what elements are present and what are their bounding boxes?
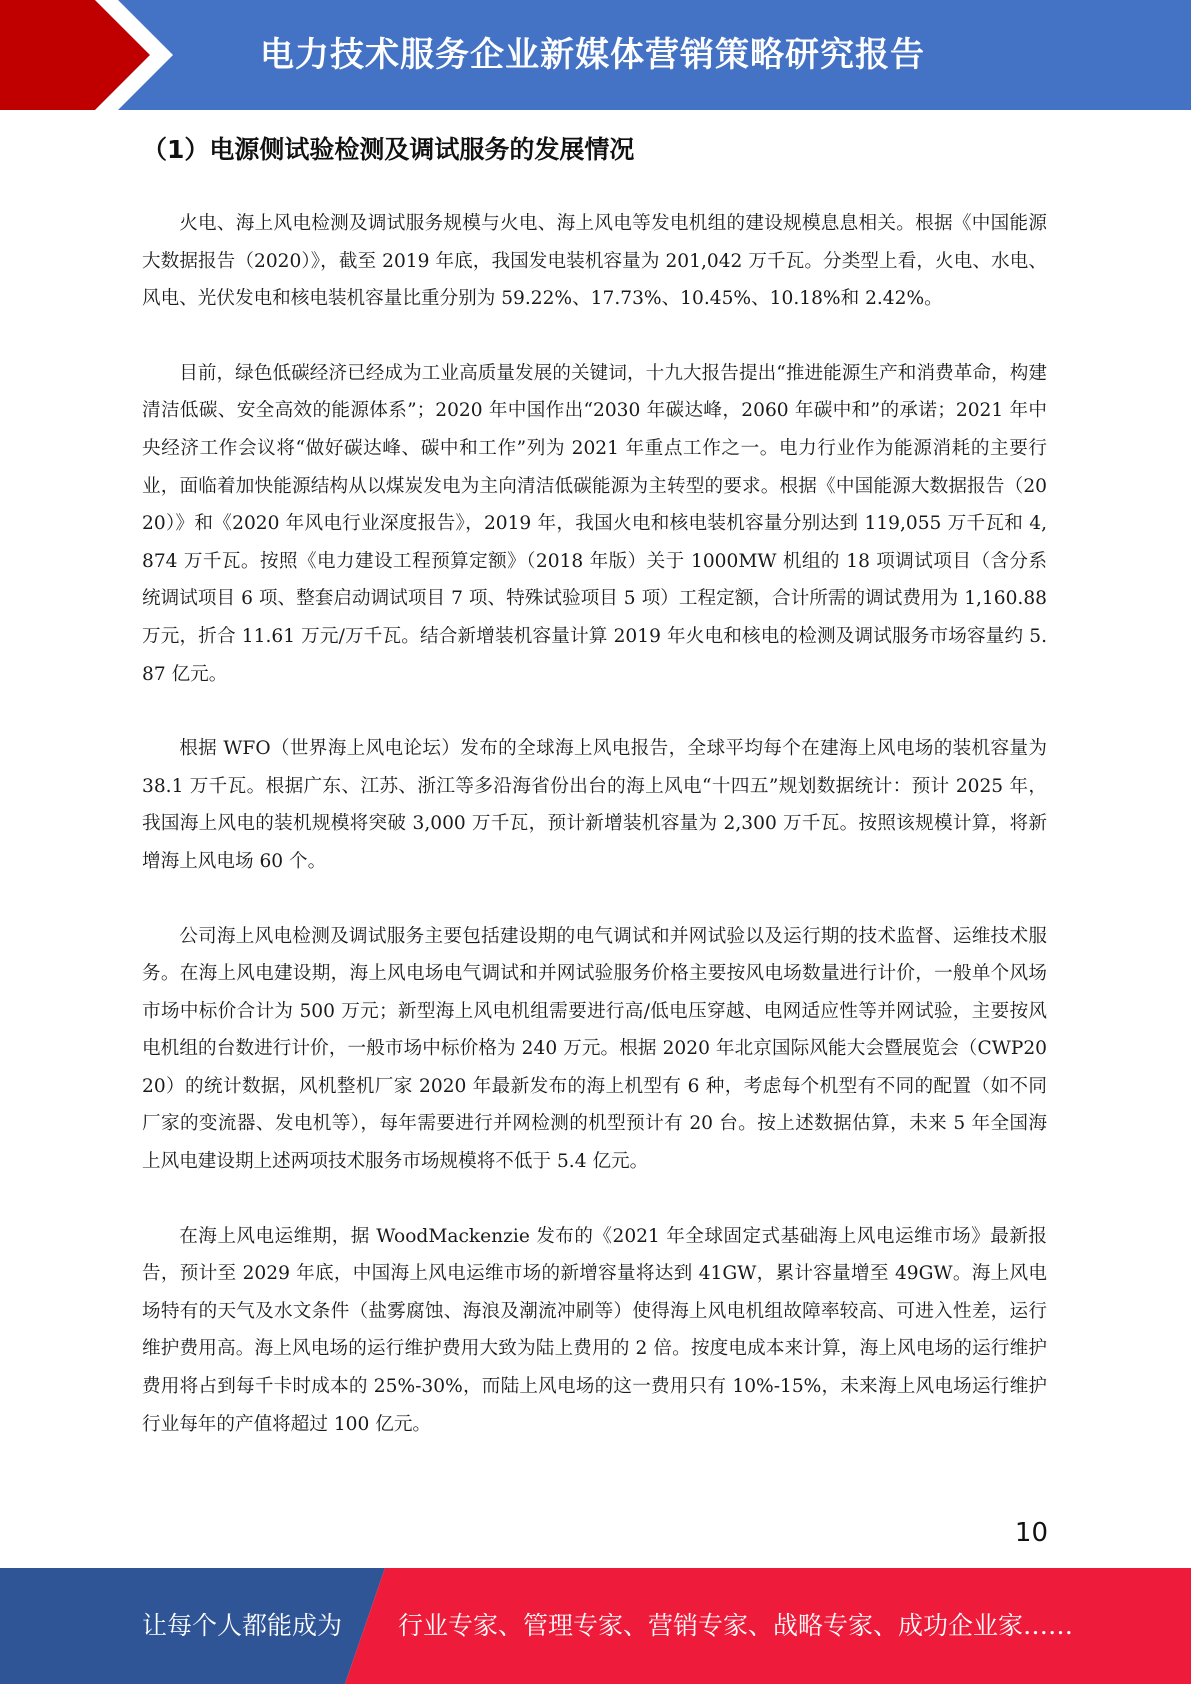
page-header (0, 0, 1191, 110)
footer-slogan-right: 行业专家、管理专家、营销专家、战略专家、成功企业家…… (398, 1611, 1074, 1640)
section-heading: （1）电源侧试验检测及调试服务的发展情况 (142, 135, 635, 164)
footer-slogan-left: 让每个人都能成为 (142, 1611, 343, 1640)
page-number: 10 (1014, 1518, 1048, 1548)
page-footer (0, 1568, 1191, 1684)
paragraph-5: 在海上风电运维期，据 WoodMackenzie 发布的《2021 年全球固定式基础海上风电运维市场》最新报告，预计至 2029 年底，中国海上风电运维市场的新增容量将达到 41GW，累计容量增至 49GW。海上风电场特有的天气及水文条件（盐雾腐蚀、海浪及潮流冲刷等）使得海上风电机组故障率较高、可进入性差，运行维护费用高。海上风电场的运行维护费用大致为陆上费用的 2 倍。按度电成本来计算，海上风电场的运行维护费用将占到每千卡时成本的 25%-30%，而陆上风电场的这一费用只有 10%-15%，未来海上风电场运行维护行业每年的产值将超过 100 亿元。 (142, 1225, 1047, 1435)
body-text (142, 205, 1047, 1480)
report-title: 电力技术服务企业新媒体营销策略研究报告 (260, 35, 925, 75)
paragraph-4: 公司海上风电检测及调试服务主要包括建设期的电气调试和并网试验以及运行期的技术监督、运维技术服务。在海上风电建设期，海上风电场电气调试和并网试验服务价格主要按风电场数量进行计价，一般单个风场市场中标价合计为 500 万元；新型海上风电机组需要进行高/低电压穿越、电网适应性等并网试验，主要按风电机组的台数进行计价，一般市场中标价格为 240 万元。根据 2020 年北京国际风能大会暨展览会（CWP2020）的统计数据，风机整机厂家 2020 年最新发布的海上机型有 6 种，考虑每个机型有不同的配置（如不同厂家的变流器、发电机等），每年需要进行并网检测的机型预计有 20 台。按上述数据估算，未来 5 年全国海上风电建设期上述两项技术服务市场规模将不低于 5.4 亿元。 (142, 925, 1047, 1173)
paragraph-3: 根据 WFO（世界海上风电论坛）发布的全球海上风电报告，全球平均每个在建海上风电场的装机容量为 38.1 万千瓦。根据广东、江苏、浙江等多沿海省份出台的海上风电“十四五”规划数据统计：预计 2025 年，我国海上风电的装机规模将突破 3,000 万千瓦，预计新增装机容量为 2,300 万千瓦。按照该规模计算，将新增海上风电场 60 个。 (142, 738, 1047, 872)
paragraph-2: 目前，绿色低碳经济已经成为工业高质量发展的关键词，十九大报告提出“推进能源生产和消费革命，构建清洁低碳、安全高效的能源体系”；2020 年中国作出“2030 年碳达峰，2060 年碳中和”的承诺；2021 年中央经济工作会议将“做好碳达峰、碳中和工作”列为 2021 年重点工作之一。电力行业作为能源消耗的主要行业，面临着加快能源结构从以煤炭发电为主向清洁低碳能源为主转型的要求。根据《中国能源大数据报告（2020）》和《2020 年风电行业深度报告》，2019 年，我国火电和核电装机容量分别达到 119,055 万千瓦和 4,874 万千瓦。按照《电力建设工程预算定额》（2018 年版）关于 1000MW 机组的 18 项调试项目（含分系统调试项目 6 项、整套启动调试项目 7 项、特殊试验项目 5 项）工程定额，合计所需的调试费用为 1,160.88 万元，折合 11.61 万元/万千瓦。结合新增装机容量计算 2019 年火电和核电的检测及调试服务市场容量约 5.87 亿元。 (142, 362, 1047, 685)
paragraph-1: 火电、海上风电检测及调试服务规模与火电、海上风电等发电机组的建设规模息息相关。根据《中国能源大数据报告（2020）》，截至 2019 年底，我国发电装机容量为 201,042 万千瓦。分类型上看，火电、水电、风电、光伏发电和核电装机容量比重分别为 59.22%、17.73%、10.45%、10.18%和 2.42%。 (142, 213, 1047, 310)
